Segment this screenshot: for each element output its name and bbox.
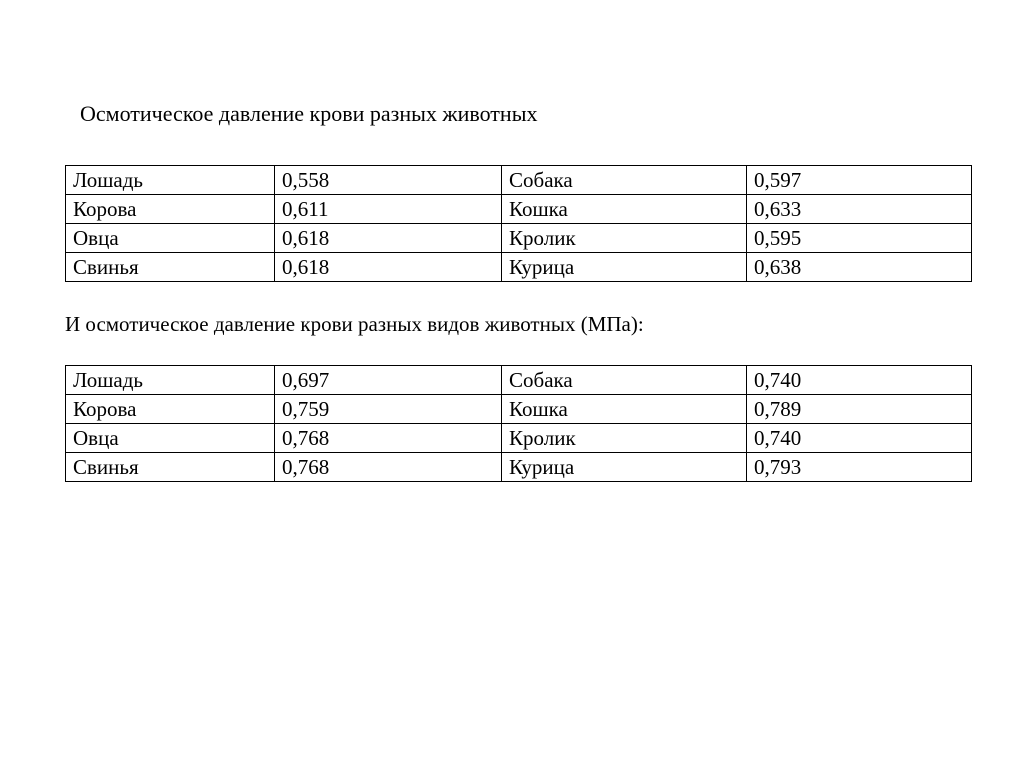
animal-name-cell: Курица (502, 453, 747, 482)
animal-name-cell: Корова (66, 395, 275, 424)
pressure-value-cell: 0,558 (275, 166, 502, 195)
animal-name-cell: Овца (66, 224, 275, 253)
animal-name-cell: Овца (66, 424, 275, 453)
pressure-value-cell: 0,597 (747, 166, 972, 195)
pressure-value-cell: 0,759 (275, 395, 502, 424)
animal-name-cell: Кошка (502, 395, 747, 424)
table-row (66, 395, 972, 424)
animal-name-cell: Собака (502, 166, 747, 195)
table-row (66, 166, 972, 195)
pressure-value-cell: 0,633 (747, 195, 972, 224)
pressure-value-cell: 0,740 (747, 424, 972, 453)
pressure-value-cell: 0,793 (747, 453, 972, 482)
animal-name-cell: Курица (502, 253, 747, 282)
table-row (66, 253, 972, 282)
table-row (66, 224, 972, 253)
animal-name-cell: Лошадь (66, 166, 275, 195)
animal-name-cell: Кошка (502, 195, 747, 224)
pressure-value-cell: 0,638 (747, 253, 972, 282)
animal-name-cell: Лошадь (66, 366, 275, 395)
pressure-value-cell: 0,789 (747, 395, 972, 424)
animal-name-cell: Кролик (502, 424, 747, 453)
table-row (66, 366, 972, 395)
pressure-value-cell: 0,697 (275, 366, 502, 395)
animal-name-cell: Собака (502, 366, 747, 395)
page-title: Осмотическое давление крови разных животных (80, 101, 538, 126)
table-row (66, 195, 972, 224)
table-row (66, 424, 972, 453)
animal-name-cell: Свинья (66, 453, 275, 482)
animal-name-cell: Корова (66, 195, 275, 224)
section-subtitle: И осмотическое давление крови разных видов животных (МПа): (65, 312, 644, 336)
pressure-table-2 (65, 365, 972, 482)
pressure-value-cell: 0,611 (275, 195, 502, 224)
animal-name-cell: Кролик (502, 224, 747, 253)
pressure-value-cell: 0,595 (747, 224, 972, 253)
pressure-value-cell: 0,768 (275, 424, 502, 453)
animal-name-cell: Свинья (66, 253, 275, 282)
pressure-value-cell: 0,740 (747, 366, 972, 395)
pressure-value-cell: 0,618 (275, 224, 502, 253)
pressure-value-cell: 0,768 (275, 453, 502, 482)
pressure-value-cell: 0,618 (275, 253, 502, 282)
pressure-table-1 (65, 165, 972, 282)
table-row (66, 453, 972, 482)
